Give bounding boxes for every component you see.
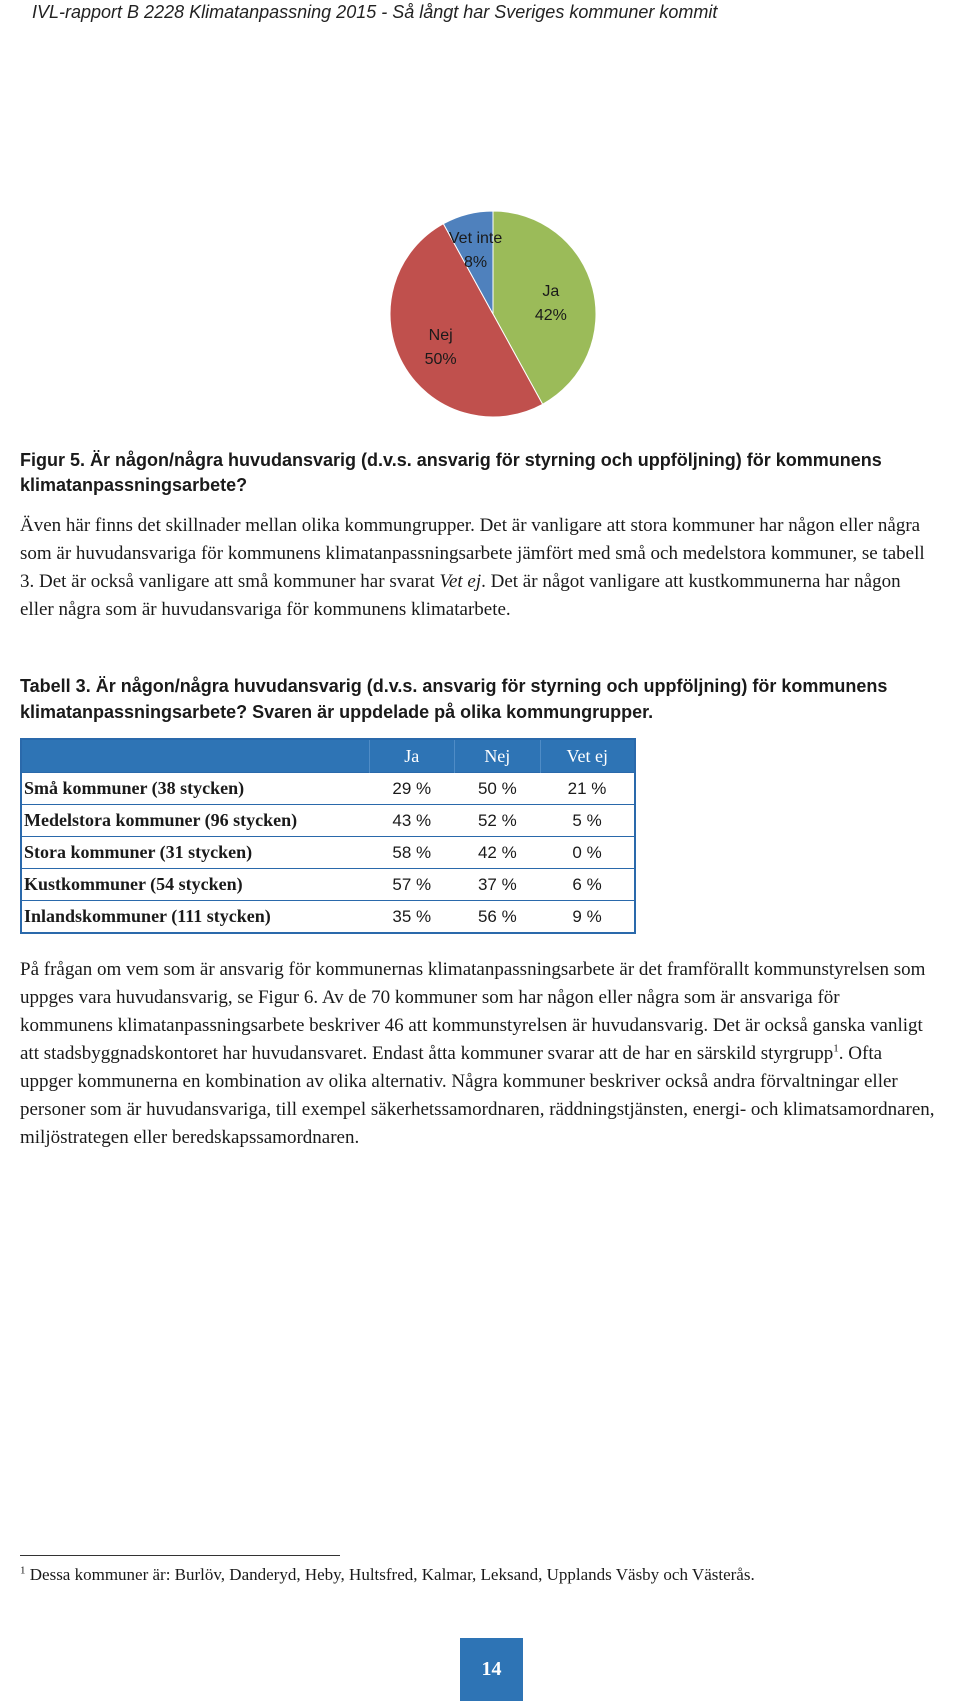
footnote (20, 1564, 940, 1586)
running-header: IVL-rapport B 2228 Klimatanpassning 2015 - Så långt har Sveriges kommuner kommit (32, 2, 718, 22)
pie-label: Ja (542, 283, 560, 301)
page-number: 14 (460, 1638, 523, 1701)
cell-ja: 43 % (369, 805, 455, 837)
cell-vet-ej: 0 % (540, 837, 635, 869)
footnote-reference[interactable]: 1 (833, 1042, 839, 1055)
table-header-vet-ej: Vet ej (540, 739, 635, 773)
cell-nej: 37 % (455, 869, 541, 901)
cell-ja: 58 % (369, 837, 455, 869)
results-table (20, 738, 636, 934)
footnote-marker: 1 (20, 1564, 26, 1577)
row-label: Kustkommuner (54 stycken) (21, 869, 369, 901)
figure-caption: Figur 5. Är någon/några huvudansvarig (d.v.s. ansvarig för styrning och uppföljning) för kommunens klimatanpassningsarbete? (20, 450, 882, 495)
paragraph-1-italic: Vet ej (439, 571, 482, 592)
row-label: Inlandskommuner (111 stycken) (21, 901, 369, 934)
paragraph-2-text-end: . Ofta uppger kommunerna en kombination av olika alternativ. Några kommuner beskriver också andra förvaltningar eller personer som är huvudansvariga, till exempel säkerhetssamordnaren, räddningstjänsten, energi- och klimatsamordnaren, miljöstrategen eller beredskapssamordnaren. (20, 1043, 935, 1148)
paragraph-1 (20, 512, 935, 624)
table-row (21, 773, 635, 805)
paragraph-2 (20, 956, 935, 1152)
cell-ja: 29 % (369, 773, 455, 805)
table-header-nej: Nej (455, 739, 541, 773)
paragraph-2-text: På frågan om vem som är ansvarig för kommunernas klimatanpassningsarbete är det framförallt kommunstyrelsen som uppges vara huvudansvarig, se Figur 6. Av de 70 kommuner som har någon eller några som är ansvariga för kommunens klimatanpassningsarbete beskriver 46 att kommunstyrelsen är huvudansvarig. Det är också ganska vanligt att stadsbyggnadskontoret har huvudansvaret. Endast åtta kommuner svarar att de har en särskild styrgrupp (20, 959, 926, 1064)
table-row (21, 901, 635, 934)
pie-label: Vet inte (448, 230, 503, 248)
table-header-empty (21, 739, 369, 773)
pie-chart (388, 208, 598, 420)
footnote-divider (20, 1555, 340, 1556)
table-header-row (21, 739, 635, 773)
table-caption: Tabell 3. Är någon/några huvudansvarig (d.v.s. ansvarig för styrning och uppföljning) för kommunens klimatanpassningsarbete? Svaren är uppdelade på olika kommungrupper. (20, 676, 888, 722)
pie-percent-label: 50% (424, 350, 457, 368)
table-row (21, 869, 635, 901)
cell-ja: 35 % (369, 901, 455, 934)
row-label: Medelstora kommuner (96 stycken) (21, 805, 369, 837)
cell-nej: 52 % (455, 805, 541, 837)
cell-nej: 42 % (455, 837, 541, 869)
table-row (21, 837, 635, 869)
pie-chart-svg (388, 208, 598, 420)
paragraph-1-text: Även här finns det skillnader mellan olika kommungrupper. Det är vanligare att stora kommuner har någon eller några som är huvudansvariga för kommunens klimatanpassningsarbete jämfört med små och medelstora kommuner, se tabell 3. Det är också vanligare att små kommuner har svarat (20, 515, 925, 592)
row-label: Stora kommuner (31 stycken) (21, 837, 369, 869)
paragraph-1-text-end: . Det är något vanligare att kustkommunerna har någon eller några som är huvudansvariga för kommunens klimatarbete. (20, 571, 901, 620)
cell-vet-ej: 6 % (540, 869, 635, 901)
table-row (21, 805, 635, 837)
table-header-ja: Ja (369, 739, 455, 773)
pie-percent-label: 8% (464, 254, 488, 272)
cell-vet-ej: 21 % (540, 773, 635, 805)
pie-percent-label: 42% (534, 307, 567, 325)
cell-ja: 57 % (369, 869, 455, 901)
row-label: Små kommuner (38 stycken) (21, 773, 369, 805)
cell-nej: 50 % (455, 773, 541, 805)
footnote-text: Dessa kommuner är: Burlöv, Danderyd, Heby, Hultsfred, Kalmar, Leksand, Upplands Väsby och Västerås. (25, 1565, 755, 1584)
cell-vet-ej: 5 % (540, 805, 635, 837)
cell-vet-ej: 9 % (540, 901, 635, 934)
cell-nej: 56 % (455, 901, 541, 934)
pie-label: Nej (428, 326, 453, 344)
